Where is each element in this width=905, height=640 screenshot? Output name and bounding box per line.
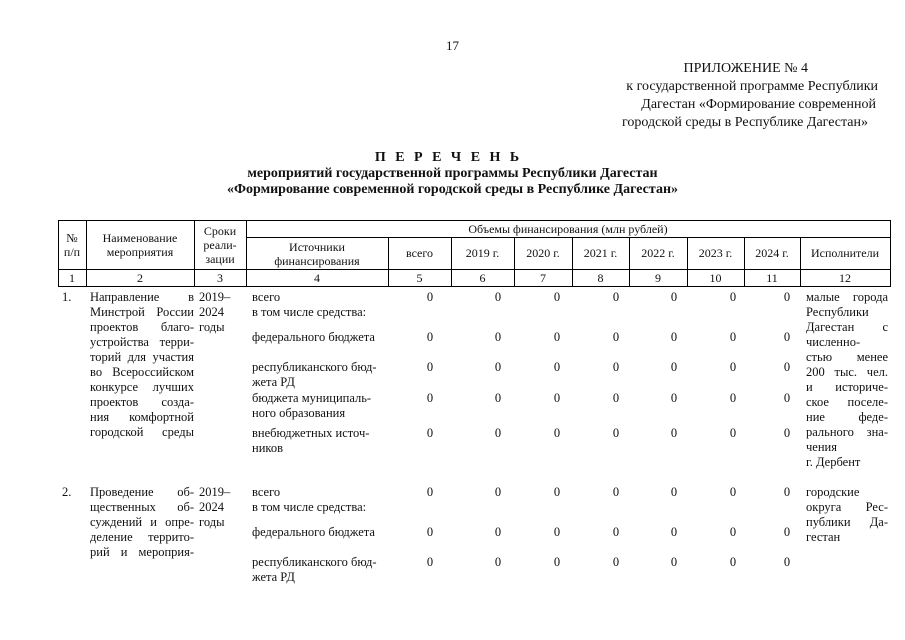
row-name-line: во Всероссийском [90, 365, 194, 379]
value-cell: 0 [670, 290, 678, 304]
executor-line: Дагестан с [806, 320, 888, 334]
executor-line: 200 тыс. чел. [806, 365, 888, 379]
executor-line: рального зна- [806, 425, 888, 439]
source-label-line: жета РД [252, 570, 295, 584]
row-period [199, 485, 243, 530]
executor-line: малые города [806, 290, 888, 304]
document-subtitle: мероприятий государственной программы Республики Дагестан [247, 166, 658, 181]
source-label [252, 290, 384, 320]
column-number: 3 [217, 271, 223, 285]
value-cell: 0 [426, 290, 434, 304]
executor-line: Республики [806, 305, 869, 319]
column-number: 5 [416, 271, 423, 285]
value-cell: 0 [612, 485, 620, 499]
source-label [252, 555, 384, 585]
header-executors: Исполнители [810, 246, 880, 260]
row-name-line: конкурсе лучших [90, 380, 194, 394]
source-label-line: всего [252, 485, 281, 499]
executor-line: ское поселе- [806, 395, 888, 409]
source-label-line: в том числе средства: [252, 500, 367, 514]
source-label [252, 360, 384, 390]
row-name-line: ния комфортной [90, 410, 194, 424]
row-period-line: годы [199, 515, 225, 529]
appendix-block [560, 60, 880, 132]
source-label-line: внебюджетных источ- [252, 426, 370, 440]
source-label-line: в том числе средства: [252, 305, 367, 319]
row-name [90, 485, 194, 560]
column-number: 10 [709, 271, 722, 285]
value-cell: 0 [783, 290, 791, 304]
header-number [58, 231, 86, 259]
column-number: 8 [597, 271, 604, 285]
source-label-line: республиканского бюд- [252, 555, 377, 569]
value-cell: 0 [670, 426, 678, 440]
header-y2019: 2019 г. [465, 246, 500, 260]
appendix-title: ПРИЛОЖЕНИЕ № 4 [683, 61, 808, 76]
executor-line: численно- [806, 335, 861, 349]
source-label-line: республиканского бюд- [252, 360, 377, 374]
header-y2021: 2021 г. [583, 246, 618, 260]
source-label-line: ников [252, 441, 283, 455]
row-name-line: щественных об- [90, 500, 194, 514]
row-period-line: годы [199, 320, 225, 334]
value-cell: 0 [553, 485, 561, 499]
executor-line: и историче- [806, 380, 888, 394]
value-cell: 0 [670, 391, 678, 405]
value-cell: 0 [494, 391, 502, 405]
document-subtitle: «Формирование современной городской среды в Республике Дагестан» [226, 182, 679, 197]
table-rule [58, 220, 891, 221]
header-period-line: реали- [203, 238, 237, 252]
value-cell: 0 [612, 426, 620, 440]
value-cell: 0 [670, 485, 678, 499]
document-heading: П Е Р Е Ч Е Н Ь [374, 150, 523, 165]
value-cell: 0 [494, 290, 502, 304]
source-label-line: федерального бюджета [252, 525, 375, 539]
source-label-line: федерального бюджета [252, 330, 375, 344]
row-name-line: рий и мероприя- [90, 545, 194, 559]
value-cell: 0 [783, 391, 791, 405]
value-cell: 0 [553, 330, 561, 344]
row-period-line: 2019– [199, 485, 231, 499]
executor-line: стью менее [806, 350, 888, 364]
row-name [90, 290, 194, 440]
value-cell: 0 [729, 290, 737, 304]
value-cell: 0 [494, 555, 502, 569]
row-name-line: деление террито- [90, 530, 194, 544]
header-number-line: № [66, 231, 78, 245]
value-cell: 0 [783, 360, 791, 374]
column-number: 11 [766, 271, 778, 285]
row-name-line: проектов созда- [90, 395, 194, 409]
document-title [0, 150, 905, 198]
source-label [252, 485, 384, 515]
value-cell: 0 [494, 330, 502, 344]
header-total: всего [405, 246, 434, 260]
header-source-line: Источники [289, 240, 345, 254]
source-label-line: всего [252, 290, 281, 304]
page-number: 17 [446, 38, 459, 53]
table-rule [890, 220, 891, 286]
header-name-line: Наименование [102, 231, 178, 245]
row-name-line: суждений и опре- [90, 515, 194, 529]
column-number: 7 [540, 271, 546, 285]
executor-line: г. Дербент [806, 455, 861, 469]
value-cell: 0 [553, 426, 561, 440]
value-cell: 0 [783, 555, 791, 569]
value-cell: 0 [670, 330, 678, 344]
value-cell: 0 [426, 485, 434, 499]
value-cell: 0 [783, 330, 791, 344]
value-cell: 0 [426, 330, 434, 344]
header-y2020: 2020 г. [526, 246, 560, 260]
source-label [252, 525, 384, 540]
value-cell: 0 [729, 330, 737, 344]
value-cell: 0 [426, 360, 434, 374]
column-number: 6 [479, 271, 486, 285]
source-label [252, 391, 384, 421]
column-number: 4 [314, 271, 320, 285]
header-y2023: 2023 г. [698, 246, 733, 260]
value-cell: 0 [494, 426, 502, 440]
value-cell: 0 [729, 525, 737, 539]
value-cell: 0 [553, 525, 561, 539]
header-name [86, 231, 194, 259]
row-name-line: городской среды [90, 425, 194, 439]
appendix-line: Дагестан «Формирование современной [641, 97, 876, 112]
column-number: 12 [839, 271, 851, 285]
header-name-line: мероприятия [106, 245, 174, 259]
column-number: 2 [137, 271, 143, 285]
executor-line: округа Рес- [806, 500, 888, 514]
row-name-line: устройства терри- [90, 335, 194, 349]
value-cell: 0 [612, 360, 620, 374]
header-period-line: Сроки [203, 224, 237, 238]
row-number: 1. [62, 290, 72, 304]
value-cell: 0 [553, 360, 561, 374]
executor-line: гестан [806, 530, 841, 544]
value-cell: 0 [729, 426, 737, 440]
row-name-line: Направление в [90, 290, 194, 304]
row-name-line: торий для участия [90, 350, 194, 364]
executor-line: городские [806, 485, 860, 499]
header-period [194, 224, 246, 266]
table-rule [58, 286, 891, 287]
table-rule [58, 269, 891, 270]
source-label-line: ного образования [252, 406, 346, 420]
value-cell: 0 [426, 391, 434, 405]
executor-line: чения [806, 440, 837, 454]
header-financing-group: Объемы финансирования (млн рублей) [468, 222, 668, 236]
table-rule [246, 237, 891, 238]
appendix-line: к государственной программе Республики [626, 79, 878, 94]
column-number: 1 [69, 271, 75, 285]
value-cell: 0 [783, 485, 791, 499]
source-label [252, 330, 384, 345]
value-cell: 0 [494, 485, 502, 499]
row-period-line: 2024 [199, 305, 224, 319]
value-cell: 0 [612, 290, 620, 304]
value-cell: 0 [729, 485, 737, 499]
value-cell: 0 [426, 426, 434, 440]
value-cell: 0 [783, 525, 791, 539]
header-source [246, 240, 388, 268]
row-period-line: 2019– [199, 290, 231, 304]
value-cell: 0 [670, 360, 678, 374]
column-number: 9 [655, 271, 661, 285]
source-label-line: бюджета муниципаль- [252, 391, 372, 405]
value-cell: 0 [783, 426, 791, 440]
value-cell: 0 [612, 391, 620, 405]
value-cell: 0 [729, 555, 737, 569]
executor-line: публики Да- [806, 515, 888, 529]
value-cell: 0 [494, 525, 502, 539]
value-cell: 0 [426, 525, 434, 539]
row-name-line: Проведение об- [90, 485, 194, 499]
value-cell: 0 [494, 360, 502, 374]
value-cell: 0 [612, 525, 620, 539]
source-label-line: жета РД [252, 375, 295, 389]
value-cell: 0 [553, 391, 561, 405]
row-name-line: проектов благо- [90, 320, 194, 334]
appendix-line: городской среды в Республике Дагестан» [622, 115, 868, 130]
row-period-line: 2024 [199, 500, 224, 514]
value-cell: 0 [670, 525, 678, 539]
source-label [252, 426, 384, 456]
value-cell: 0 [553, 290, 561, 304]
row-period [199, 290, 243, 335]
row-executors [806, 485, 888, 545]
value-cell: 0 [729, 391, 737, 405]
executor-line: ние феде- [806, 410, 888, 424]
value-cell: 0 [729, 360, 737, 374]
header-period-line: зации [205, 252, 235, 266]
value-cell: 0 [670, 555, 678, 569]
value-cell: 0 [612, 555, 620, 569]
row-name-line: Минстрой России [90, 305, 194, 319]
header-y2024: 2024 г. [755, 246, 789, 260]
value-cell: 0 [612, 330, 620, 344]
header-source-line: финансирования [274, 254, 360, 268]
header-number-line: п/п [63, 245, 81, 259]
header-y2022: 2022 г. [641, 246, 675, 260]
row-number: 2. [62, 485, 72, 499]
row-executors [806, 290, 888, 470]
value-cell: 0 [426, 555, 434, 569]
value-cell: 0 [553, 555, 561, 569]
